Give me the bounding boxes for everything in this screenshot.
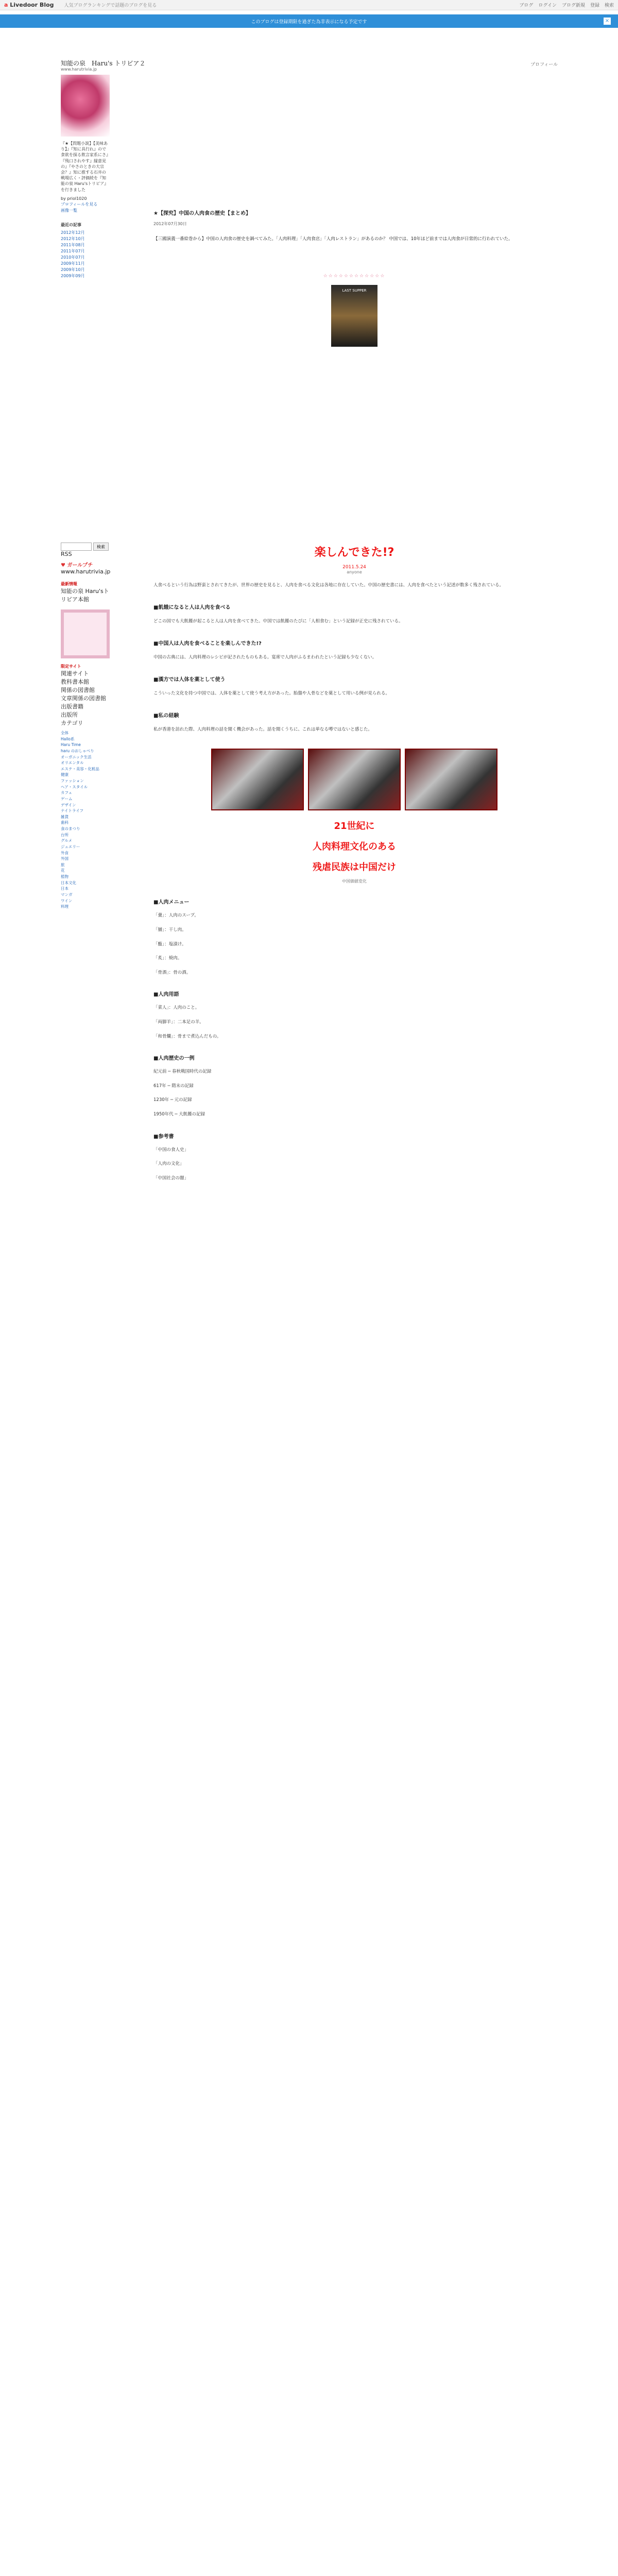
profile-author: by priol1020	[61, 196, 87, 201]
article-byline: anyone	[347, 570, 362, 574]
category-item[interactable]: 全体	[61, 731, 68, 735]
search-button[interactable]: 検索	[93, 543, 109, 551]
category-item[interactable]: 健康	[61, 772, 68, 777]
history-item: 1950年代 ─ 大飢饉の記録	[153, 1111, 205, 1117]
archive-heading: 最近の記事	[61, 222, 81, 227]
section-text: 中国の古典には、人肉料理のレシピが記されたものもある。宴席で人肉がふるまわれたという記録も少なくない。	[153, 654, 377, 660]
category-item[interactable]: デザイン	[61, 802, 76, 807]
archive-list	[61, 230, 110, 279]
ref-item[interactable]: 「中国社会の闇」	[153, 1175, 189, 1181]
sidebar-lower	[61, 538, 110, 910]
blog-url: www.harutrivia.jp	[61, 67, 97, 72]
top-link-search[interactable]: 検索	[604, 3, 614, 8]
category-item[interactable]: オーガニック生活	[61, 754, 92, 759]
article-date: 2011.5.24	[342, 565, 366, 570]
red-title-3: 残虐民族は中国だけ	[313, 862, 396, 873]
top-link-login[interactable]: ログイン	[538, 3, 557, 8]
category-item[interactable]: 旅	[61, 862, 65, 867]
term-item: 「和骨爛」：骨まで煮込んだもの。	[153, 1033, 221, 1039]
red-badge-sub: 知能の泉 Haru'sトリビア本館	[61, 588, 109, 603]
article-intro: 人食べるという行為は野蛮とされてきたが、世界の歴史を見ると、人肉を食べる文化は各地に存在していた。中国の歴史書には、人肉を食べたという記述が数多く残されている。	[153, 583, 504, 588]
article-headline: 楽しんできた!?	[314, 546, 394, 559]
archive-item[interactable]: 2011年07月	[61, 248, 85, 253]
category-item[interactable]: 台所	[61, 832, 68, 837]
archive-item[interactable]: 2009年11月	[61, 261, 85, 266]
notice-bar	[0, 14, 618, 28]
article	[153, 544, 555, 1182]
menu-item: 「炙」：焼肉。	[153, 956, 182, 961]
heart-sub: www.harutrivia.jp	[61, 568, 111, 575]
category-item[interactable]: 食のまつり	[61, 826, 80, 831]
category-item[interactable]: ヘア・スタイル	[61, 784, 88, 789]
category-list	[61, 730, 110, 910]
archive-item[interactable]: 2009年09月	[61, 273, 85, 278]
top-links	[519, 2, 614, 8]
top-link-register[interactable]: 登録	[590, 3, 599, 8]
post	[153, 210, 555, 347]
category-item[interactable]: カフェ	[61, 790, 73, 795]
search-box	[61, 543, 110, 551]
terms-heading: ■人肉用語	[153, 992, 179, 998]
category-item[interactable]: Hallo系	[61, 736, 75, 741]
promo-item[interactable]: 関係の図書館	[61, 687, 95, 693]
term-item: 「両脚羊」：二本足の羊。	[153, 1019, 204, 1025]
promo-item[interactable]: 関連サイト	[61, 670, 89, 677]
close-icon[interactable]: ×	[604, 18, 611, 25]
promo-heading[interactable]: 限定サイト	[61, 664, 81, 669]
notice-text: このブログは登録期限を過ぎた為非表示になる予定です	[251, 19, 367, 25]
post-body: 【三國演義一番絵巻から】中国の人肉食の歴史を調べてみた。「人肉料理」「人肉食店」「人肉レストラン」があるのか？ 中国では、10年ほど前までは人肉食が日常的に行われていた。	[153, 236, 513, 242]
ref-item[interactable]: 「中国の食人史」	[153, 1147, 189, 1153]
category-item[interactable]: Haru Time	[61, 742, 81, 748]
category-item[interactable]: ゲーム	[61, 796, 73, 801]
top-tagline: 人気ブログランキングで話題のブログを見る	[64, 3, 157, 8]
profile-link-2[interactable]: 画像一覧	[61, 208, 77, 213]
profile-link-1[interactable]: プロフィールを見る	[61, 201, 98, 207]
menu-heading: ■人肉メニュー	[153, 900, 190, 906]
category-item[interactable]: 日本	[61, 886, 68, 891]
photo	[211, 749, 304, 810]
red-title-sub: 中国価値変化	[342, 879, 367, 884]
category-item[interactable]: ジュエリー	[61, 844, 80, 849]
category-item[interactable]: 日本文化	[61, 880, 76, 885]
archive-item[interactable]: 2009年10月	[61, 267, 85, 272]
menu-item: 「羹」：人肉のスープ。	[153, 913, 199, 919]
category-item[interactable]: ファッション	[61, 778, 84, 783]
category-item[interactable]: ワイン	[61, 898, 73, 903]
section-text: どこの国でも大飢饉が起こると人は人肉を食べてきた。中国では飢饉のたびに「人相食む」という記録が正史に残されている。	[153, 618, 403, 624]
category-item[interactable]: 歯科	[61, 820, 68, 825]
post-divider: ☆☆☆☆☆☆☆☆☆☆☆☆	[323, 274, 386, 279]
sidebar	[61, 75, 110, 279]
red-badge[interactable]: 最新情報	[61, 582, 77, 586]
blog-header	[0, 28, 618, 74]
blog-title[interactable]: 知能の泉 Haru's トリビア２	[61, 60, 146, 67]
category-item[interactable]: ナイトライフ	[61, 808, 84, 814]
category-item[interactable]: 雑貨	[61, 814, 68, 819]
promo-item[interactable]: 出版書籍	[61, 703, 83, 710]
section-heading: ■飢餓になると人は人肉を食べる	[153, 604, 231, 611]
category-item[interactable]: グルメ	[61, 838, 73, 843]
promo-item[interactable]: 教科書本館	[61, 679, 89, 685]
category-item[interactable]: オリエンタル	[61, 760, 84, 766]
section-heading: ■漢方では人体を薬として使う	[153, 676, 226, 683]
section-heading: ■私の経験	[153, 713, 179, 719]
section-text: 私が香港を訪れた際、人肉料理の話を聞く機会があった。話を聞くうちに、これは単なる噂ではないと感じた。	[153, 726, 372, 732]
rss-heading: RSS	[61, 551, 72, 557]
profile-photo	[61, 75, 110, 137]
archive-item[interactable]: 2012年12月	[61, 230, 85, 235]
category-item[interactable]: マンガ	[61, 892, 73, 897]
refs-heading: ■参考書	[153, 1133, 174, 1140]
site-logo[interactable]: a Livedoor Blog	[4, 2, 54, 8]
top-link-blog[interactable]: ブログ	[519, 3, 534, 8]
top-bar	[0, 0, 618, 10]
profile-desc: 『★【問題小説】【美味あり】』『知に具行れ』ので食欲を探る飲言家系にさ』『残口されやす』縁意見の』『やさのときの大宗会？』知に推する石井の戦場広く・評価続を『知能の泉 Haru'sトリビア』を行きました	[61, 141, 109, 192]
post-heading[interactable]: ★【探究】中国の人肉食の歴史【まとめ】	[153, 211, 251, 216]
archive-item[interactable]: 2011年08月	[61, 242, 85, 247]
heart-link[interactable]: ♥ ガールプチ	[61, 563, 93, 568]
category-item[interactable]: haru のおしゃべり	[61, 748, 94, 753]
archive-item[interactable]: 2010年07月	[61, 255, 85, 260]
pink-banner[interactable]	[61, 609, 110, 658]
photo-row	[153, 749, 555, 810]
photo	[405, 749, 497, 810]
promo-list	[61, 669, 110, 719]
ref-item[interactable]: 「人肉の文化」	[153, 1161, 184, 1167]
section-text: こういった文化を持つ中国では、人体を薬として使う考え方があった。胎盤や人骨などを薬として用いる例が見られる。	[153, 690, 390, 696]
category-heading: カテゴリ	[61, 720, 83, 726]
top-link-new[interactable]: ブログ新規	[561, 3, 585, 8]
archive-item[interactable]: 2012年10月	[61, 236, 85, 241]
category-item[interactable]: 花	[61, 868, 65, 873]
category-item[interactable]: 外食	[61, 850, 68, 855]
category-item[interactable]: 料理	[61, 904, 68, 909]
promo-item[interactable]: 出版所	[61, 711, 78, 718]
profile-link[interactable]: プロフィール	[530, 62, 558, 67]
promo-item[interactable]: 文章関係の図書館	[61, 695, 106, 702]
movie-poster: LAST SUPPER	[331, 285, 377, 347]
history-item: 1230年 ─ 元の記録	[153, 1097, 192, 1103]
category-item[interactable]: 植物	[61, 874, 68, 879]
menu-item: 「脯」：干し肉。	[153, 927, 186, 933]
history-item: 617年 ─ 隋末の記録	[153, 1083, 194, 1089]
red-title-2: 人肉料理文化のある	[313, 841, 396, 853]
photo	[308, 749, 401, 810]
category-item[interactable]: エステ・美容・化粧品	[61, 766, 99, 771]
menu-item: 「醢」：塩漬け。	[153, 941, 186, 947]
term-item: 「菜人」：人肉のこと。	[153, 1005, 200, 1011]
post-date: 2012年07月30日	[153, 221, 187, 226]
history-item: 紀元前 ─ 春秋戦国時代の記録	[153, 1069, 212, 1075]
search-input[interactable]	[61, 543, 92, 551]
category-item[interactable]: 外国	[61, 856, 68, 861]
history-heading: ■人肉歴史の一例	[153, 1056, 195, 1062]
menu-item: 「骨酒」：骨の酒。	[153, 970, 191, 975]
red-title-1: 21世紀に	[334, 821, 375, 832]
section-heading: ■中国人は人肉を食べることを楽しんできた!?	[153, 640, 262, 647]
